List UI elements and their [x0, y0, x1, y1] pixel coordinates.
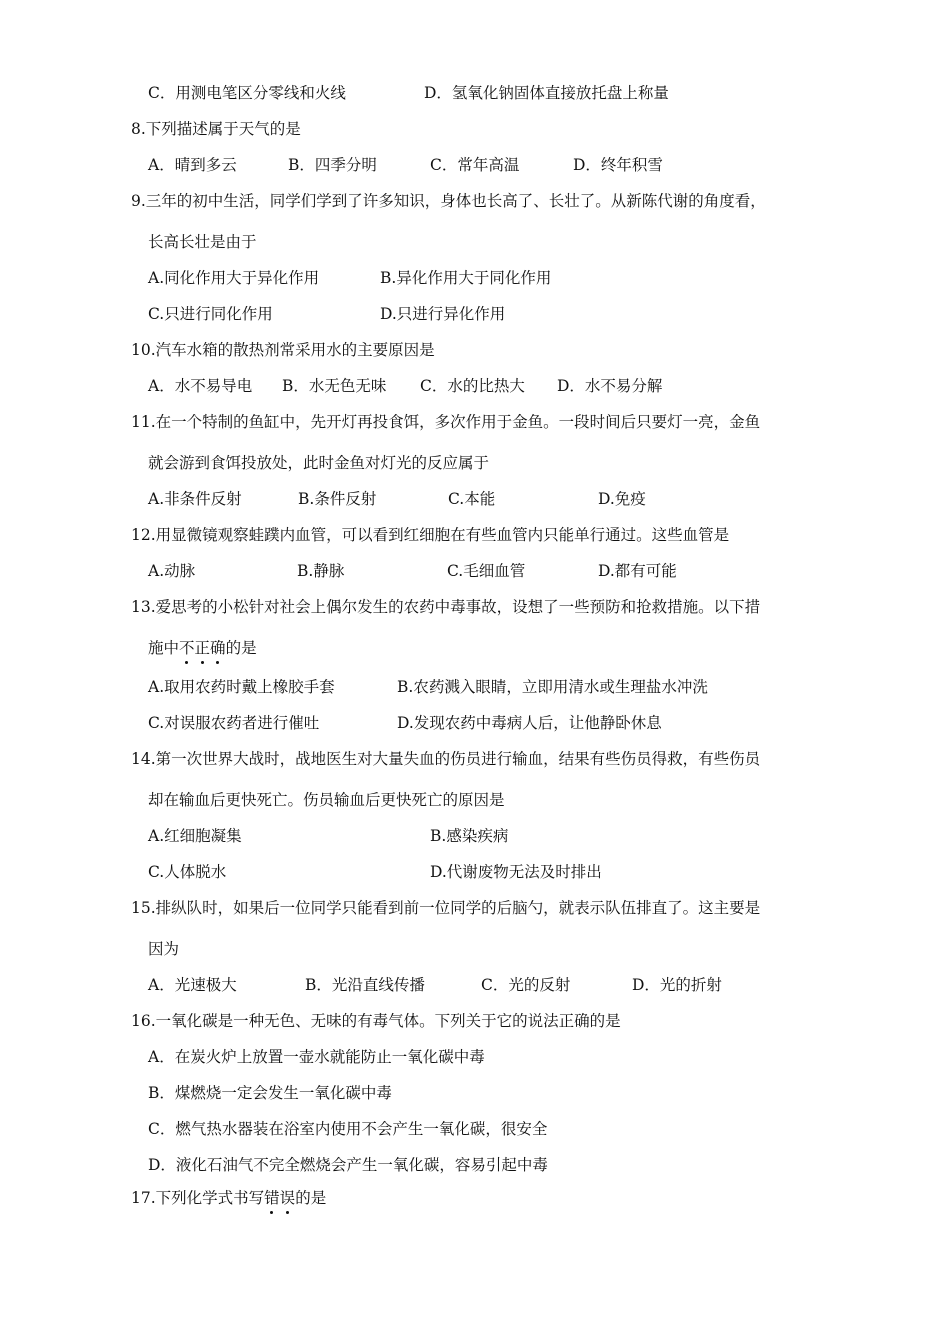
q11-stem: 11.在一个特制的鱼缸中，先开灯再投食饵，多次作用于金鱼。一段时间后只要灯一亮，金鱼 [131, 413, 761, 431]
q15-option-a: A．光速极大 [148, 976, 237, 994]
q11-option-b: B.条件反射 [298, 490, 377, 508]
q8-option-c: C．常年高温 [430, 156, 520, 174]
emphasis-char: 不 [179, 639, 195, 657]
q16-stem: 16.一氧化碳是一种无色、无味的有毒气体。下列关于它的说法正确的是 [131, 1012, 621, 1030]
q10-option-c: C．水的比热大 [420, 377, 525, 395]
q15-stem-continued: 因为 [148, 940, 180, 958]
q13-stem-continued [148, 638, 257, 658]
q9-option-a: A.同化作用大于异化作用 [148, 269, 320, 287]
q16-option-a: A．在炭火炉上放置一壶水就能防止一氧化碳中毒 [148, 1048, 485, 1066]
q12-option-d: D.都有可能 [598, 562, 677, 580]
q17-stem [131, 1188, 326, 1208]
q7-option-c: C．用测电笔区分零线和火线 [148, 84, 346, 102]
q13-stem2-pre: 施中 [148, 639, 180, 657]
q13-option-c: C.对误服农药者进行催吐 [148, 714, 320, 732]
q16-option-c: C．燃气热水器装在浴室内使用不会产生一氧化碳，很安全 [148, 1120, 548, 1138]
q9-option-c: C.只进行同化作用 [148, 305, 273, 323]
q9-option-b: B.异化作用大于同化作用 [380, 269, 552, 287]
q14-stem-continued: 却在输血后更快死亡。伤员输血后更快死亡的原因是 [148, 791, 505, 809]
q17-stem-pre: 17.下列化学式书写 [131, 1189, 265, 1207]
q17-stem-post: 的是 [295, 1189, 327, 1207]
q14-option-b: B.感染疾病 [430, 827, 509, 845]
q15-option-b: B．光沿直线传播 [305, 976, 425, 994]
q13-option-b: B.农药溅入眼睛，立即用清水或生理盐水冲洗 [397, 678, 708, 696]
q13-option-a: A.取用农药时戴上橡胶手套 [148, 678, 335, 696]
emphasis-char: 错 [264, 1189, 280, 1207]
q15-option-c: C．光的反射 [481, 976, 571, 994]
q14-option-d: D.代谢废物无法及时排出 [430, 863, 602, 881]
q8-option-a: A．晴到多云 [148, 156, 237, 174]
q8-stem: 8.下列描述属于天气的是 [131, 120, 301, 138]
q10-option-a: A．水不易导电 [148, 377, 253, 395]
q15-stem: 15.排纵队时，如果后一位同学只能看到前一位同学的后脑勺，就表示队伍排直了。这主要是 [131, 899, 761, 917]
q15-option-d: D．光的折射 [632, 976, 722, 994]
q12-stem: 12.用显微镜观察蛙蹼内血管，可以看到红细胞在有些血管内只能单行通过。这些血管是 [131, 526, 730, 544]
q13-stem: 13.爱思考的小松针对社会上偶尔发生的农药中毒事故，设想了一些预防和抢救措施。以下措 [131, 598, 761, 616]
q14-option-a: A.红细胞凝集 [148, 827, 242, 845]
q7-option-d: D．氢氧化钠固体直接放托盘上称量 [424, 84, 669, 102]
q12-option-c: C.毛细血管 [447, 562, 526, 580]
q14-option-c: C.人体脱水 [148, 863, 227, 881]
q14-stem: 14.第一次世界大战时，战地医生对大量失血的伤员进行输血，结果有些伤员得救，有些伤员 [131, 750, 761, 768]
q11-option-c: C.本能 [448, 490, 496, 508]
q16-option-b: B．煤燃烧一定会发生一氧化碳中毒 [148, 1084, 392, 1102]
q12-option-a: A.动脉 [148, 562, 196, 580]
q12-option-b: B.静脉 [297, 562, 345, 580]
emphasis-char: 确 [210, 639, 226, 657]
emphasis-char: 误 [279, 1189, 296, 1207]
q9-stem: 9.三年的初中生活，同学们学到了许多知识，身体也长高了、长壮了。从新陈代谢的角度看， [131, 192, 766, 210]
q9-stem-continued: 长高长壮是由于 [148, 233, 257, 251]
q8-option-d: D．终年积雪 [573, 156, 663, 174]
q11-option-d: D.免疫 [598, 490, 646, 508]
q10-option-d: D．水不易分解 [557, 377, 663, 395]
q8-option-b: B．四季分明 [288, 156, 377, 174]
q9-option-d: D.只进行异化作用 [380, 305, 506, 323]
q11-stem-continued: 就会游到食饵投放处，此时金鱼对灯光的反应属于 [148, 454, 490, 472]
q13-stem2-post: 的是 [225, 639, 257, 657]
q10-stem: 10.汽车水箱的散热剂常采用水的主要原因是 [131, 341, 435, 359]
q13-option-d: D.发现农药中毒病人后，让他静卧休息 [397, 714, 662, 732]
emphasis-char: 正 [194, 639, 211, 657]
q16-option-d: D．液化石油气不完全燃烧会产生一氧化碳，容易引起中毒 [148, 1156, 548, 1174]
q10-option-b: B．水无色无味 [282, 377, 387, 395]
q11-option-a: A.非条件反射 [148, 490, 242, 508]
